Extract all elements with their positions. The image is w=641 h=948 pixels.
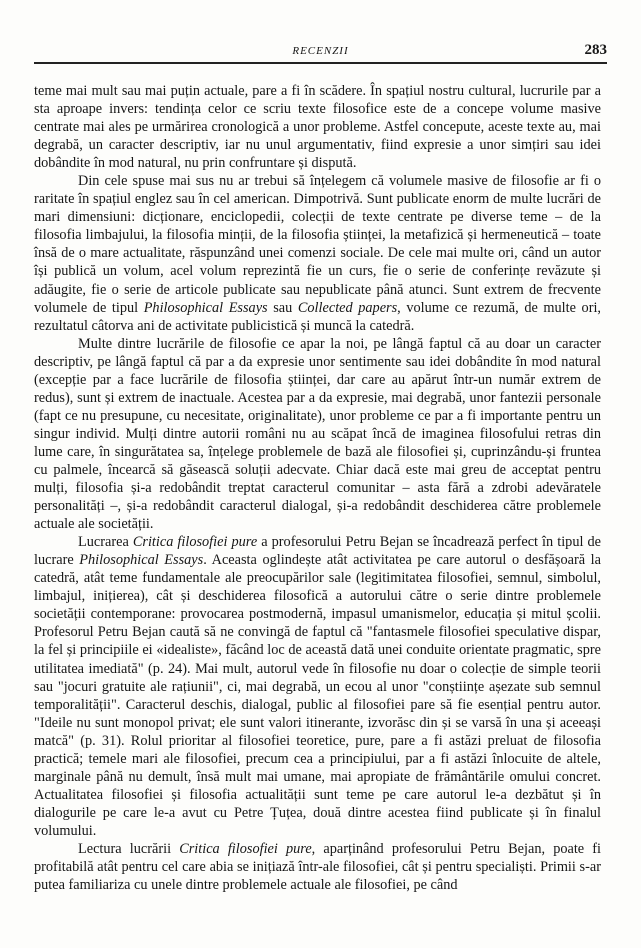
body-text — [34, 82, 601, 894]
text-run: Lectura lucrării — [78, 840, 180, 857]
text-run: Lucrarea — [78, 534, 133, 551]
text-run: sau — [267, 299, 298, 316]
italic-title: Critica filosofiei pure — [132, 534, 258, 551]
running-header — [34, 42, 607, 64]
italic-title: Philosophical Essays — [143, 299, 268, 316]
text-run: teme mai mult sau mai puțin actuale, pare a fi în scădere. În spațiul nostru cultural, lucrurile par a sta aproape invers: tendința celor ce scriu texte filosofice este de a concepe volume masive centrate mai ales pe urmărirea cronologică a unor probleme. Astfel concepute, aceste texte au, mai degrabă, un caracter descriptiv, iar nu unul argumentativ, fiind expresie a unor simțiri sau idei dobândite în mod natural, nu prin confruntare și dispută. — [34, 83, 601, 172]
paragraph — [34, 172, 601, 334]
italic-title: Collected papers — [297, 299, 398, 316]
text-run: Multe dintre lucrările de filosofie ce apar la noi, pe lângă faptul că au doar un caracter descriptiv, pe lângă faptul că par a da expresie unor sentimente sau idei dobândite în mod natural (excepție par a face lucrările de filosofia științei, dar care au apărut într-un număr extrem de redus), sunt și extrem de inactuale. Acestea par a da expresie, mai degrabă, unor fantezii personale (fapt ce nu presupune, cu necesitate, originalitate), unor probleme ce par a fi importante pentru un singur individ. Mulți dintre autorii români nu au scăpat încă de imaginea filosofului retras din lume care, în singurătatea sa, înțelege problemele de bază ale filosofiei și, cuprinzându-și fruntea cu palmele, încearcă să găsească soluții adecvate. Chiar dacă este mai greu de acceptat pentru mulți, filosofia și-a redobândit treptat caracterul comunitar – asta fără a zdrobi adevăratele personalități –, și-a redobândit caracterul dialogal, și-a redobândit deschiderea către problemele actuale ale societății. — [34, 335, 601, 533]
italic-title: Critica filosofiei pure — [179, 840, 312, 857]
text-run: a profesorului Petru Bejan se încadrează perfect în tipul de lucrare — [34, 534, 601, 569]
text-run: Din cele spuse mai sus nu ar trebui să înțelegem că volumele masive de filosofie ar fi o raritate în spațiul englez sau în cel american. Dimpotrivă. Sunt publicate enorm de multe lucrări de mari dimensiuni: dicționare, enciclopedii, colecții de texte centrate pe diverse teme – de la filosofia limbajului, la filosofia minții, de la filosofia științei, la metafizică și hermeneutică – toate însă de o mare actualitate, răspunzând unei comenzi sociale. De cele mai multe ori, când un autor își publică un volum, acel volum reprezintă fie un curs, fie o serie de conferințe revăzute și adăugite, fie o serie de articole publicate sau nepublicate până atunci. Sunt extrem de frecvente volumele de tipul — [34, 173, 601, 316]
paragraph — [34, 840, 601, 894]
paragraph — [34, 335, 601, 534]
paragraph — [34, 533, 601, 840]
text-run: . Aceasta oglindește atât activitatea pe care autorul o desfășoară la catedră, atât teme fundamentale ale preocupărilor sale (legitimitatea filosofiei, semnul, simbolul, limbajul, inițierea), cât și deschiderea filosofică a autorului către o serie dintre problemele societății contemporane: provocarea postmodernă, impasul umanismelor, educația și mitul școlii. Profesorul Petru Bejan caută să ne convingă de faptul că "fantasmele filosofiei speculative dispar, la fel și principiile ei «idealiste», făcând loc de această dată unei conduite orientate pragmatic, spre utilitatea imediată" (p. 24). Mai mult, autorul vede în filosofie nu doar o colecție de simple teorii sau "jocuri gratuite ale rațiunii", ci, mai degrabă, un ecou al unor "conștiințe așezate sub semnul temporalității". Caracterul deschis, dialogal, public al filosofiei pare să fie esențial pentru autor. "Ideile nu sunt monopol privat; ele sunt valori itinerante, izvorăsc din și se varsă în una și aceeași matcă" (p. 31). Rolul prioritar al filosofiei teoretice, pure, pare a fi astăzi preluat de filosofia practică; temele mari ale filosofiei, precum cea a principiului, par a fi astăzi înlocuite de altele, marginale până nu demult, însă mult mai umane, mai apropiate de frământările omului concret. Actualitatea filosofiei și filosofia actualității sunt teme pe care autorul le-a dezbătut și în dialogurile pe care le-a avut cu Petre Țuțea, două dintre acestea fiind publicate și în finalul volumului. — [34, 552, 601, 839]
text-run: , aparținând profesorului Petru Bejan, poate fi profitabilă atât pentru cel care abia se inițiază într-ale filosofiei, cât și pentru specialiști. Primii s-ar putea familiariza cu unele dintre problemele actuale ale filosofiei, pe când — [34, 840, 602, 894]
text-run: , volume ce rezumă, de multe ori, rezultatul câtorva ani de activitate publicistică și muncă la catedră. — [34, 299, 602, 334]
italic-title: Philosophical Essays — [79, 552, 204, 569]
running-title: RECENZII — [292, 45, 349, 57]
page-number: 283 — [584, 42, 607, 58]
paragraph — [34, 82, 601, 172]
